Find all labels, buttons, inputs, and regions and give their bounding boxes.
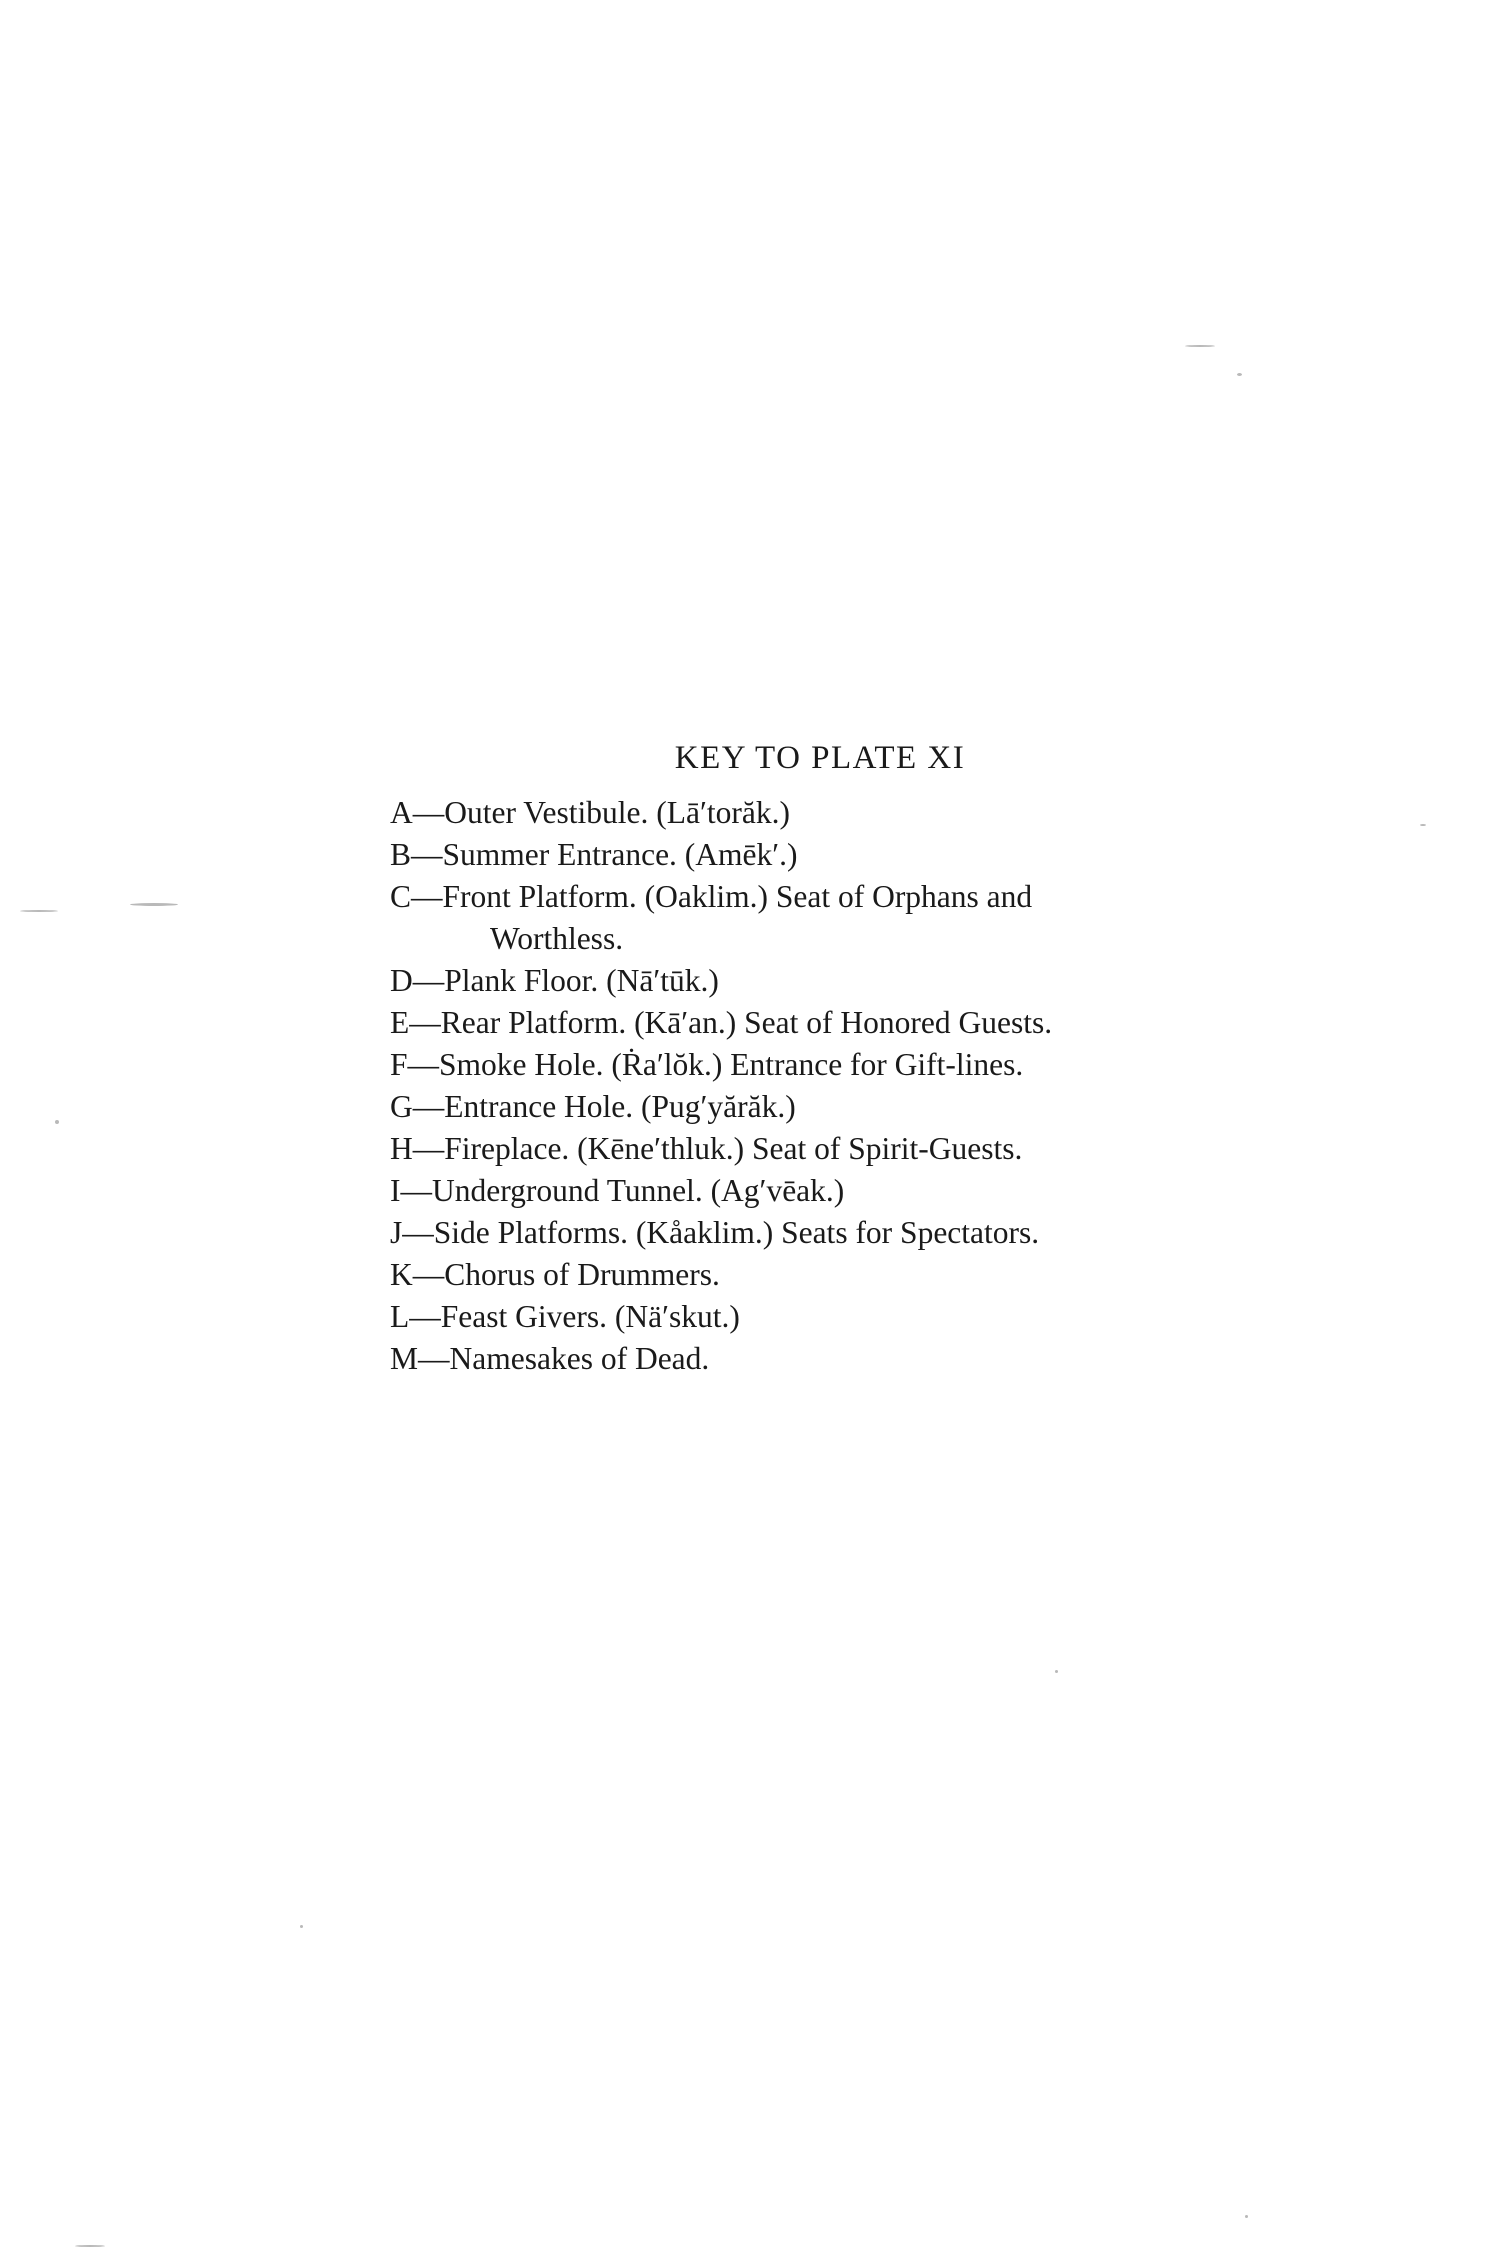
entry-text: Outer Vestibule. (Lā′torăk.) bbox=[444, 795, 790, 830]
scan-speck bbox=[1055, 1670, 1058, 1673]
entry-text: Side Platforms. (Kåaklim.) Seats for Spectators. bbox=[433, 1215, 1040, 1250]
key-entry-e: E—Rear Platform. (Kā′an.) Seat of Honored Guests. bbox=[390, 1005, 1053, 1040]
entry-letter: K bbox=[390, 1257, 413, 1292]
entry-text: Entrance Hole. (Pug′yărăk.) bbox=[444, 1089, 796, 1124]
plate-key bbox=[390, 738, 1250, 1380]
entry-letter: A bbox=[390, 795, 413, 830]
entry-letter: L bbox=[390, 1299, 410, 1334]
key-entry-d: D—Plank Floor. (Nā′tūk.) bbox=[390, 963, 719, 998]
entry-text: Namesakes of Dead. bbox=[449, 1341, 710, 1376]
entry-letter: I bbox=[390, 1173, 401, 1208]
entry-letter: F bbox=[390, 1047, 408, 1082]
key-entry-j: J—Side Platforms. (Kåaklim.) Seats for Spectators. bbox=[390, 1215, 1040, 1250]
scan-speck bbox=[75, 2245, 105, 2247]
scan-speck bbox=[20, 910, 58, 912]
entry-text: Fireplace. (Kēne′thluk.) Seat of Spirit-Guests. bbox=[444, 1131, 1023, 1166]
scan-speck bbox=[1245, 2215, 1248, 2218]
scan-speck bbox=[130, 903, 178, 906]
key-entry-m: M—Namesakes of Dead. bbox=[390, 1341, 710, 1376]
key-entry-c: C—Front Platform. (Oaklim.) Seat of Orphans and Worthless. bbox=[390, 876, 1250, 960]
entry-text: Plank Floor. (Nā′tūk.) bbox=[444, 963, 719, 998]
entry-text: Summer Entrance. (Amēk′.) bbox=[442, 837, 798, 872]
key-entry-k: K—Chorus of Drummers. bbox=[390, 1257, 720, 1292]
key-entry-b: B—Summer Entrance. (Amēk′.) bbox=[390, 837, 798, 872]
key-entries bbox=[390, 792, 1250, 1380]
entry-letter: G bbox=[390, 1089, 413, 1124]
entry-text: Smoke Hole. (Ṙa′lŏk.) Entrance for Gift-lines. bbox=[439, 1047, 1024, 1082]
entry-text: Underground Tunnel. (Ag′vēak.) bbox=[432, 1173, 845, 1208]
key-entry-a: A—Outer Vestibule. (Lā′torăk.) bbox=[390, 795, 790, 830]
entry-letter: E bbox=[390, 1005, 410, 1040]
entry-letter: D bbox=[390, 963, 413, 998]
entry-letter: M bbox=[390, 1341, 419, 1376]
scan-speck bbox=[55, 1120, 59, 1124]
scan-speck bbox=[1420, 824, 1426, 826]
entry-letter: C bbox=[390, 879, 412, 914]
scan-speck bbox=[1185, 345, 1215, 347]
entry-text: Chorus of Drummers. bbox=[444, 1257, 720, 1292]
entry-continuation: Worthless. bbox=[490, 921, 624, 956]
key-heading: KEY TO PLATE XI bbox=[674, 740, 966, 776]
entry-letter: J bbox=[390, 1215, 403, 1250]
scan-speck bbox=[1237, 373, 1242, 376]
key-entry-g: G—Entrance Hole. (Pug′yărăk.) bbox=[390, 1089, 796, 1124]
key-entry-h: H—Fireplace. (Kēne′thluk.) Seat of Spirit-Guests. bbox=[390, 1131, 1023, 1166]
entry-text: Feast Givers. (Nä′skut.) bbox=[440, 1299, 740, 1334]
key-entry-l: L—Feast Givers. (Nä′skut.) bbox=[390, 1299, 740, 1334]
scan-speck bbox=[300, 1925, 303, 1928]
key-entry-i: I—Underground Tunnel. (Ag′vēak.) bbox=[390, 1173, 845, 1208]
entry-letter: H bbox=[390, 1131, 413, 1166]
entry-letter: B bbox=[390, 837, 412, 872]
entry-text: Rear Platform. (Kā′an.) Seat of Honored Guests. bbox=[440, 1005, 1053, 1040]
entry-text: Front Platform. (Oaklim.) Seat of Orphans and bbox=[442, 879, 1033, 914]
key-entry-f: F—Smoke Hole. (Ṙa′lŏk.) Entrance for Gift-lines. bbox=[390, 1047, 1024, 1082]
